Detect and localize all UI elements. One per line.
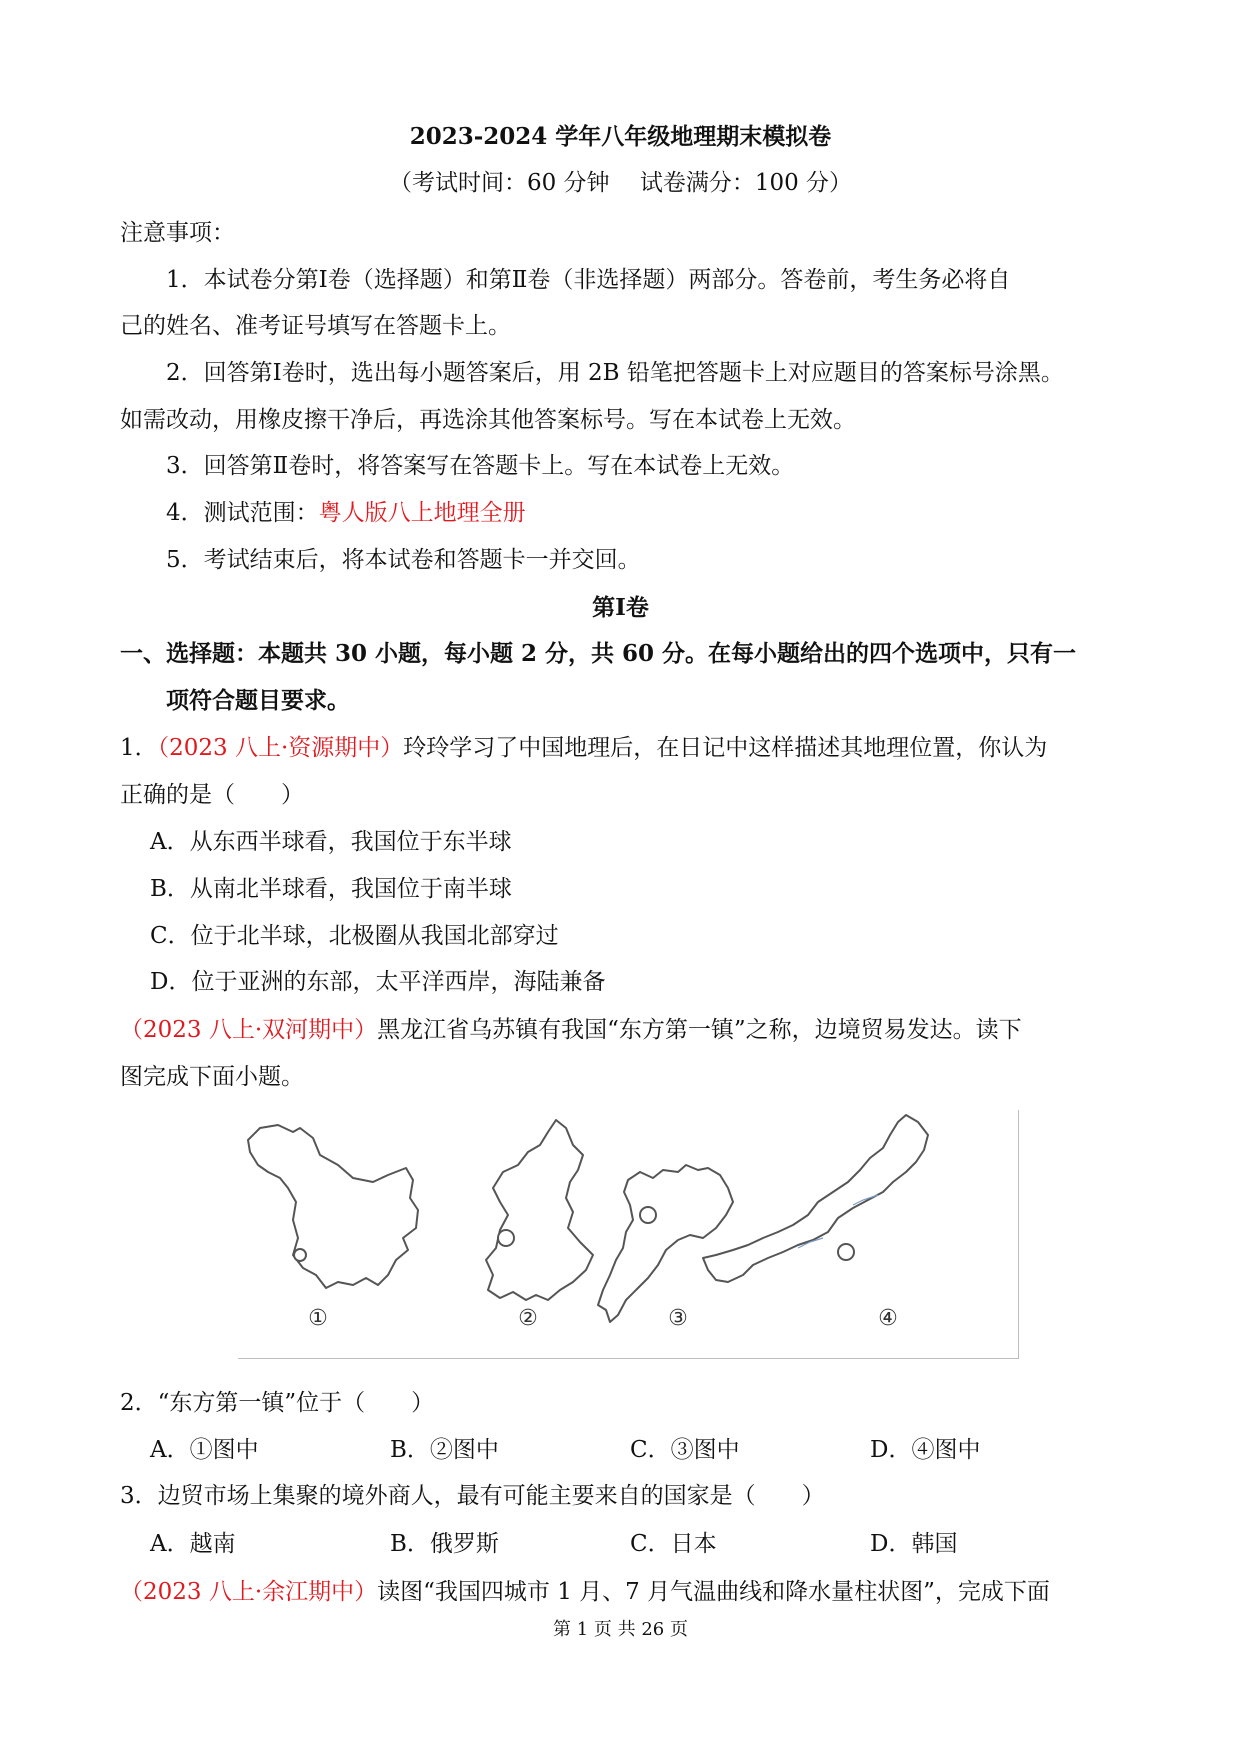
question-number: 1． <box>120 735 158 761</box>
city-marker-4 <box>838 1244 854 1260</box>
province-outline-3 <box>598 1165 733 1322</box>
question-1-stem-cont: 正确的是（ ） <box>120 782 304 808</box>
river-line <box>853 1195 878 1205</box>
province-maps-figure <box>238 1110 1019 1359</box>
q2-option-d[interactable]: D．④图中 <box>870 1437 981 1463</box>
question-group-3 <box>120 1576 1050 1608</box>
q3-option-a[interactable]: A．越南 <box>150 1531 236 1557</box>
q3-option-d[interactable]: D．韩国 <box>870 1531 958 1557</box>
question-2-stem: 2．“东方第一镇”位于（ ） <box>120 1390 435 1416</box>
volume-heading: 第Ⅰ卷 <box>592 594 649 621</box>
figure-label-3: ③ <box>668 1306 688 1331</box>
note-1-cont: 己的姓名、准考证号填写在答题卡上。 <box>120 313 511 339</box>
question-3-stem: 3．边贸市场上集聚的境外商人，最有可能主要来自的国家是（ ） <box>120 1483 825 1509</box>
province-outline-4 <box>703 1115 928 1282</box>
option-a[interactable]: A．从东西半球看，我国位于东半球 <box>150 829 512 855</box>
figure-label-4: ④ <box>878 1306 898 1331</box>
note-5: 5．考试结束后，将本试卷和答题卡一并交回。 <box>166 547 641 573</box>
city-marker-2 <box>498 1230 514 1246</box>
question-stem: 黑龙江省乌苏镇有我国“东方第一镇”之称，边境贸易发达。读下 <box>377 1017 1022 1043</box>
option-c[interactable]: C．位于北半球，北极圈从我国北部穿过 <box>150 923 559 949</box>
option-d[interactable]: D．位于亚洲的东部，太平洋西岸，海陆兼备 <box>150 969 606 995</box>
option-b[interactable]: B．从南北半球看，我国位于南半球 <box>150 876 512 902</box>
province-outline-maps <box>238 1110 1018 1358</box>
note-2: 2．回答第Ⅰ卷时，选出每小题答案后，用 2B 铅笔把答题卡上对应题目的答案标号涂黑。 <box>166 360 1064 386</box>
note-1: 1．本试卷分第Ⅰ卷（选择题）和第Ⅱ卷（非选择题）两部分。答卷前，考生务必将自 <box>166 267 1011 293</box>
note-4 <box>166 497 526 529</box>
note-4-label: 4．测试范围： <box>166 500 319 526</box>
note-2-cont: 如需改动，用橡皮擦干净后，再选涂其他答案标号。写在本试卷上无效。 <box>120 407 856 433</box>
exam-subtitle: （考试时间：60 分钟 试卷满分：100 分） <box>388 170 853 196</box>
city-marker-1 <box>294 1249 306 1261</box>
question-source: （2023 八上·资源期中） <box>157 735 404 761</box>
question-group-2-cont: 图完成下面小题。 <box>120 1064 304 1090</box>
question-stem: 玲玲学习了中国地理后，在日记中这样描述其地理位置，你认为 <box>403 735 1048 761</box>
page-footer: 第 1 页 共 26 页 <box>553 1619 688 1640</box>
province-outline-2 <box>486 1120 593 1300</box>
test-range: 粤人版八上地理全册 <box>318 500 526 526</box>
figure-label-2: ② <box>518 1306 538 1331</box>
section-heading: 一、选择题：本题共 30 小题，每小题 2 分，共 60 分。在每小题给出的四个选项中，只有一 <box>120 640 1077 667</box>
question-source: （2023 八上·余江期中） <box>120 1579 378 1605</box>
page-title: 2023-2024 学年八年级地理期末模拟卷 <box>409 123 832 150</box>
q2-option-b[interactable]: B．②图中 <box>390 1437 499 1463</box>
province-outline-1 <box>248 1125 418 1288</box>
city-marker-3 <box>640 1207 656 1223</box>
question-source: （2023 八上·双河期中） <box>120 1017 378 1043</box>
q2-option-a[interactable]: A．①图中 <box>150 1437 259 1463</box>
q3-option-c[interactable]: C．日本 <box>630 1531 717 1557</box>
notes-heading: 注意事项： <box>120 220 235 246</box>
q2-option-c[interactable]: C．③图中 <box>630 1437 740 1463</box>
note-3: 3．回答第Ⅱ卷时，将答案写在答题卡上。写在本试卷上无效。 <box>166 453 795 479</box>
figure-label-1: ① <box>308 1306 328 1331</box>
question-1 <box>120 732 1047 764</box>
question-stem: 读图“我国四城市 1 月、7 月气温曲线和降水量柱状图”，完成下面 <box>377 1579 1050 1605</box>
section-heading-cont: 项符合题目要求。 <box>166 687 350 714</box>
q3-option-b[interactable]: B．俄罗斯 <box>390 1531 499 1557</box>
question-group-2 <box>120 1014 1022 1046</box>
